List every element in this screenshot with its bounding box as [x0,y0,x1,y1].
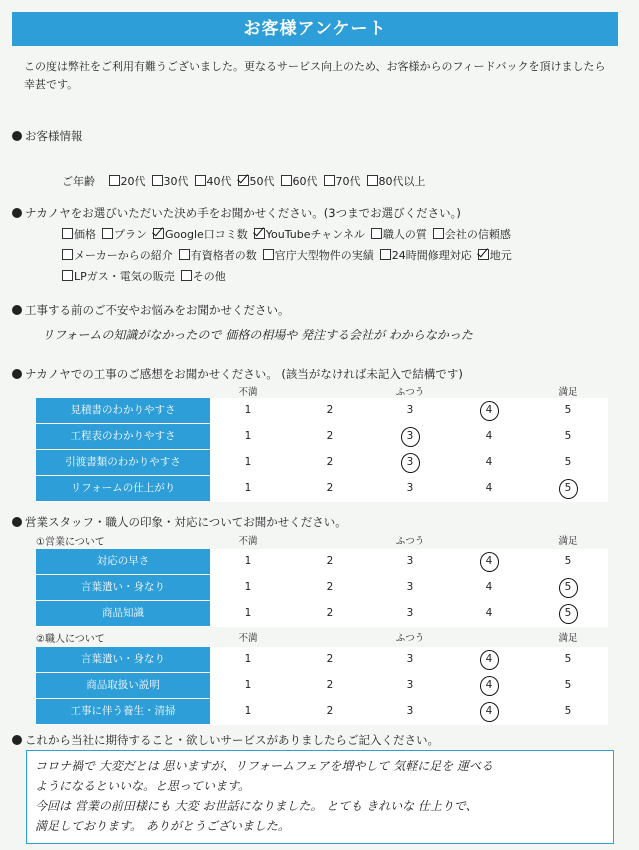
checkbox-option[interactable] [109,173,146,189]
scale-label: 満足 [558,536,578,547]
impressions-table [36,398,608,502]
option-label: 官庁大型物件の実績 [274,249,374,262]
option-label: 60代 [292,175,318,188]
option-label: YouTubeチャンネル [265,228,365,241]
scale-header [0,533,639,547]
rating-label: 工程表のわかりやすさ [36,424,210,449]
rating-value[interactable]: 1 [244,430,252,442]
rating-label: リフォームの仕上がり [36,476,210,501]
rating-value[interactable]: 2 [326,653,334,665]
rating-value-selected[interactable]: 5 [558,476,578,501]
rating-value[interactable]: 3 [406,404,414,416]
rating-value[interactable]: 1 [244,555,252,567]
request-line: 満足しております。 ありがとうございました。 [35,819,290,833]
rating-row [36,699,608,725]
rating-value[interactable]: 5 [564,653,572,665]
rating-value[interactable]: 2 [326,430,334,442]
rating-row [36,476,608,502]
intro-text: この度は弊社をご利用有難うございました。更なるサービス向上のため、お客様からのフィードバックを頂けましたら幸甚です。 [24,60,606,91]
rating-values [210,398,608,423]
concern-answer[interactable]: リフォームの知識がなかったので 価格の相場や 発注する会社が わからなかった [42,328,473,342]
rating-value[interactable]: 1 [244,456,252,468]
checkbox-icon[interactable] [380,249,391,260]
staff-heading: 営業スタッフ・職人の印象・対応についてお聞かせください。 [12,514,347,530]
rating-values [210,549,608,574]
checkbox-icon[interactable] [62,270,73,281]
checkbox-option[interactable] [263,247,374,263]
rating-value[interactable]: 3 [406,679,414,691]
age-label: ご年齢 [62,175,95,188]
request-line: コロナ禍で 大変だとは 思いますが、リフォームフェアを増やして 気軽に足を 運べる [35,759,494,773]
checkbox-icon[interactable] [62,249,73,260]
reason-options-row-3 [62,268,232,284]
rating-row [36,549,608,575]
option-label: 有資格者の数 [190,249,257,262]
checked-box-icon[interactable] [238,175,249,186]
reason-heading: ナカノヤをお選びいただいた決め手をお聞かせください。(3つまでお選びください。) [12,205,461,221]
rating-value[interactable]: 4 [485,607,493,619]
rating-value[interactable]: 1 [244,482,252,494]
checkbox-icon[interactable] [263,249,274,260]
rating-values [210,476,608,501]
rating-value-selected[interactable]: 5 [558,601,578,626]
rating-label: 言葉遣い・身なり [36,647,210,672]
rating-label: 工事に伴う養生・清掃 [36,699,210,724]
checkbox-option[interactable] [153,226,248,242]
rating-row [36,575,608,601]
rating-value[interactable]: 3 [406,607,414,619]
rating-value[interactable]: 3 [406,705,414,717]
checkbox-option[interactable] [62,268,175,284]
checkbox-option[interactable] [179,247,257,263]
rating-row [36,647,608,673]
rating-value[interactable]: 2 [326,705,334,717]
option-label: その他 [192,270,226,283]
craft-table [36,647,608,725]
rating-value[interactable]: 1 [244,581,252,593]
checkbox-icon[interactable] [62,228,73,239]
rating-values [210,699,608,724]
rating-value[interactable]: 5 [564,456,572,468]
rating-value[interactable]: 2 [326,404,334,416]
bullet-icon [12,369,22,379]
survey-title-banner: お客様アンケート [12,12,618,46]
option-label: 80代以上 [378,175,426,188]
request-line: ようになるといいな。と思っています。 [35,779,251,793]
rating-value[interactable]: 2 [326,679,334,691]
rating-label: 対応の早さ [36,549,210,574]
scale-label: 不満 [238,387,258,398]
bullet-icon [12,735,22,745]
checkbox-icon[interactable] [109,175,120,186]
scale-label: 満足 [558,633,578,644]
rating-row [36,424,608,450]
checkbox-option[interactable] [371,226,427,242]
checkbox-option[interactable] [62,226,96,242]
checkbox-icon[interactable] [181,270,192,281]
request-answer-box[interactable] [26,750,614,844]
option-label: 職人の質 [382,228,427,241]
rating-value[interactable]: 5 [564,555,572,567]
rating-value[interactable]: 4 [485,581,493,593]
scale-label: ふつう [395,536,425,547]
rating-value[interactable]: 1 [244,679,252,691]
rating-value[interactable]: 5 [564,705,572,717]
option-label: 価格 [74,228,96,241]
checkbox-icon[interactable] [152,175,163,186]
checked-box-icon[interactable] [478,249,489,260]
rating-value[interactable]: 4 [485,456,493,468]
checkbox-option[interactable] [367,173,426,189]
bullet-icon [12,131,22,141]
rating-value[interactable]: 3 [406,482,414,494]
checkbox-option[interactable] [152,173,189,189]
rating-value[interactable]: 2 [326,482,334,494]
checkbox-icon[interactable] [281,175,292,186]
checkbox-option[interactable] [478,247,512,263]
checkbox-option[interactable] [433,226,511,242]
rating-row [36,601,608,627]
bullet-icon [12,305,22,315]
request-heading: これから当社に期待すること・欲しいサービスがありましたらご記入ください。 [12,732,439,748]
rating-label: 商品知識 [36,601,210,626]
option-label: Google口コミ数 [165,228,248,241]
sales-table [36,549,608,627]
sales-subheading: ①営業について [36,537,105,548]
craft-subheading: ②職人について [36,634,105,645]
rating-value[interactable]: 5 [564,679,572,691]
rating-values [210,673,608,698]
checkbox-option[interactable] [195,173,232,189]
rating-value-selected[interactable]: 4 [479,647,499,672]
scale-label: 不満 [238,536,258,547]
rating-value[interactable]: 4 [485,430,493,442]
customer-info-heading: お客様情報 [12,128,83,144]
rating-value[interactable]: 5 [564,430,572,442]
checkbox-option[interactable] [254,226,365,242]
rating-value[interactable]: 2 [326,607,334,619]
rating-row [36,398,608,424]
reason-options-row-1 [62,226,517,242]
rating-value[interactable]: 4 [485,482,493,494]
checkbox-option[interactable] [281,173,318,189]
rating-values [210,575,608,600]
scale-label: ふつう [395,633,425,644]
request-line: 今回は 営業の前田様にも 大変 お世話になりました。 とても きれいな 仕上りで、 [35,799,478,813]
rating-value[interactable]: 3 [406,555,414,567]
rating-label: 言葉遣い・身なり [36,575,210,600]
rating-value[interactable]: 2 [326,456,334,468]
checkbox-icon[interactable] [367,175,378,186]
bullet-icon [12,208,22,218]
checkbox-option[interactable] [324,173,361,189]
option-label: LPガス・電気の販売 [74,270,175,283]
rating-value-selected[interactable]: 4 [479,699,499,724]
checkbox-option[interactable] [181,268,226,284]
rating-row [36,450,608,476]
rating-value[interactable]: 3 [406,653,414,665]
checkbox-icon[interactable] [179,249,190,260]
checkbox-option[interactable] [62,247,173,263]
rating-label: 見積書のわかりやすさ [36,398,210,423]
checkbox-icon[interactable] [371,228,382,239]
rating-row [36,673,608,699]
rating-value-selected[interactable]: 4 [479,549,499,574]
checkbox-icon[interactable] [324,175,335,186]
option-label: メーカーからの紹介 [74,249,173,262]
checkbox-icon[interactable] [102,228,113,239]
scale-header [0,384,639,398]
rating-value[interactable]: 1 [244,705,252,717]
rating-values [210,647,608,672]
checkbox-icon[interactable] [433,228,444,239]
option-label: 会社の信頼感 [444,228,511,241]
rating-values [210,450,608,475]
option-label: 20代 [120,175,146,188]
rating-value[interactable]: 5 [564,404,572,416]
rating-value[interactable]: 2 [326,581,334,593]
rating-value[interactable]: 1 [244,607,252,619]
scale-header [0,630,639,644]
rating-value[interactable]: 2 [326,555,334,567]
option-label: 50代 [249,175,275,188]
rating-values [210,601,608,626]
checked-box-icon[interactable] [153,228,164,239]
option-label: 70代 [335,175,361,188]
checkbox-option[interactable] [102,226,147,242]
reason-options-row-2 [62,247,518,263]
rating-label: 商品取扱い説明 [36,673,210,698]
rating-value-selected[interactable]: 4 [479,398,499,423]
rating-value-selected[interactable]: 3 [400,424,420,449]
checkbox-option[interactable] [380,247,472,263]
rating-value-selected[interactable]: 4 [479,673,499,698]
rating-label: 引渡書類のわかりやすさ [36,450,210,475]
option-label: 地元 [489,249,512,262]
option-label: 30代 [163,175,189,188]
scale-label: ふつう [395,387,425,398]
rating-values [210,424,608,449]
rating-value-selected[interactable]: 3 [400,450,420,475]
checked-box-icon[interactable] [254,228,265,239]
rating-value-selected[interactable]: 5 [558,575,578,600]
scale-label: 不満 [238,633,258,644]
scale-label: 満足 [558,387,578,398]
rating-value[interactable]: 3 [406,581,414,593]
age-options [62,173,432,189]
checkbox-icon[interactable] [195,175,206,186]
rating-value[interactable]: 1 [244,404,252,416]
bullet-icon [12,517,22,527]
option-label: 24時間修理対応 [391,249,472,262]
option-label: 40代 [206,175,232,188]
rating-value[interactable]: 1 [244,653,252,665]
concern-heading: 工事する前のご不安やお悩みをお聞かせください。 [12,302,290,318]
option-label: プラン [114,228,147,241]
impressions-heading: ナカノヤでの工事のご感想をお聞かせください。 (該当がなければ未記入で結構です) [12,366,463,382]
checkbox-option[interactable] [238,173,275,189]
